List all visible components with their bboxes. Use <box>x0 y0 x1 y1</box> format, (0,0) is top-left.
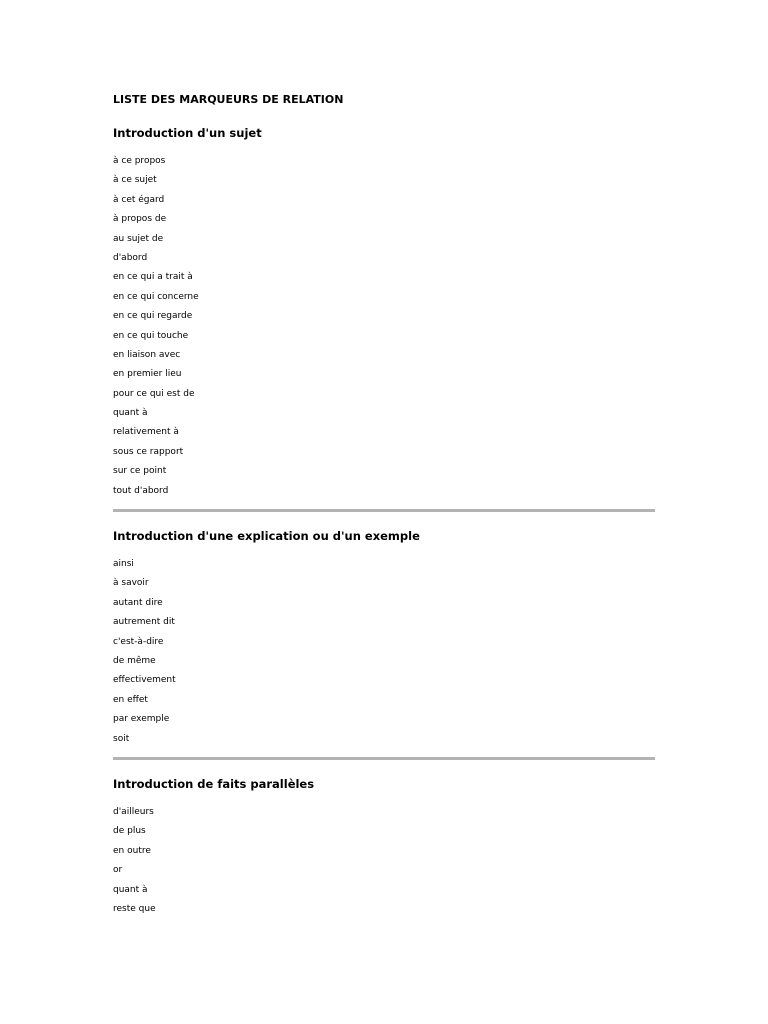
list-item: sous ce rapport <box>113 446 184 457</box>
list-item: reste que <box>113 903 156 914</box>
list-item: à ce sujet <box>113 175 157 186</box>
list-item: par exemple <box>113 714 170 725</box>
list-item: à ce propos <box>113 156 166 166</box>
list-item: en ce qui touche <box>113 330 189 341</box>
section-heading: Introduction d'une explication ou d'un exemple <box>113 529 420 544</box>
list-item: quant à <box>113 408 148 419</box>
list-item: en liaison avec <box>113 349 181 360</box>
list-item: pour ce qui est de <box>113 388 195 399</box>
list-item: sur ce point <box>113 466 167 477</box>
list-item: tout d'abord <box>113 485 169 496</box>
list-item: c'est-à-dire <box>113 636 164 647</box>
section-introduction-sujet <box>113 125 655 501</box>
list-item: en ce qui concerne <box>113 291 199 302</box>
section-divider <box>113 509 655 512</box>
list-item: de même <box>113 655 156 666</box>
list-item: or <box>113 865 123 876</box>
list-item: en ce qui a trait à <box>113 272 193 283</box>
list-item: en ce qui regarde <box>113 311 193 322</box>
section-introduction-explication <box>113 528 655 749</box>
section-divider <box>113 757 655 760</box>
list-item: à propos de <box>113 214 167 225</box>
section-heading: Introduction de faits parallèles <box>113 776 315 791</box>
list-item: d'ailleurs <box>113 806 154 817</box>
marker-list <box>113 555 655 749</box>
list-item: autant dire <box>113 597 163 608</box>
list-item: soit <box>113 733 130 744</box>
list-item: à cet égard <box>113 194 165 205</box>
list-item: en outre <box>113 845 151 856</box>
list-item: ainsi <box>113 559 134 570</box>
list-item: quant à <box>113 884 148 895</box>
section-heading: Introduction d'un sujet <box>113 126 262 140</box>
list-item: autrement dit <box>113 617 175 628</box>
list-item: d'abord <box>113 252 148 263</box>
list-item: en premier lieu <box>113 369 182 380</box>
document-page <box>113 92 655 919</box>
list-item: effectivement <box>113 675 176 686</box>
list-item: à savoir <box>113 578 149 589</box>
marker-list <box>113 803 655 919</box>
list-item: au sujet de <box>113 233 164 244</box>
list-item: de plus <box>113 826 146 837</box>
list-item: en effet <box>113 694 148 705</box>
document-title: LISTE DES MARQUEURS DE RELATION <box>113 93 344 106</box>
marker-list <box>113 152 655 501</box>
section-faits-paralleles <box>113 776 655 919</box>
list-item: relativement à <box>113 427 179 438</box>
